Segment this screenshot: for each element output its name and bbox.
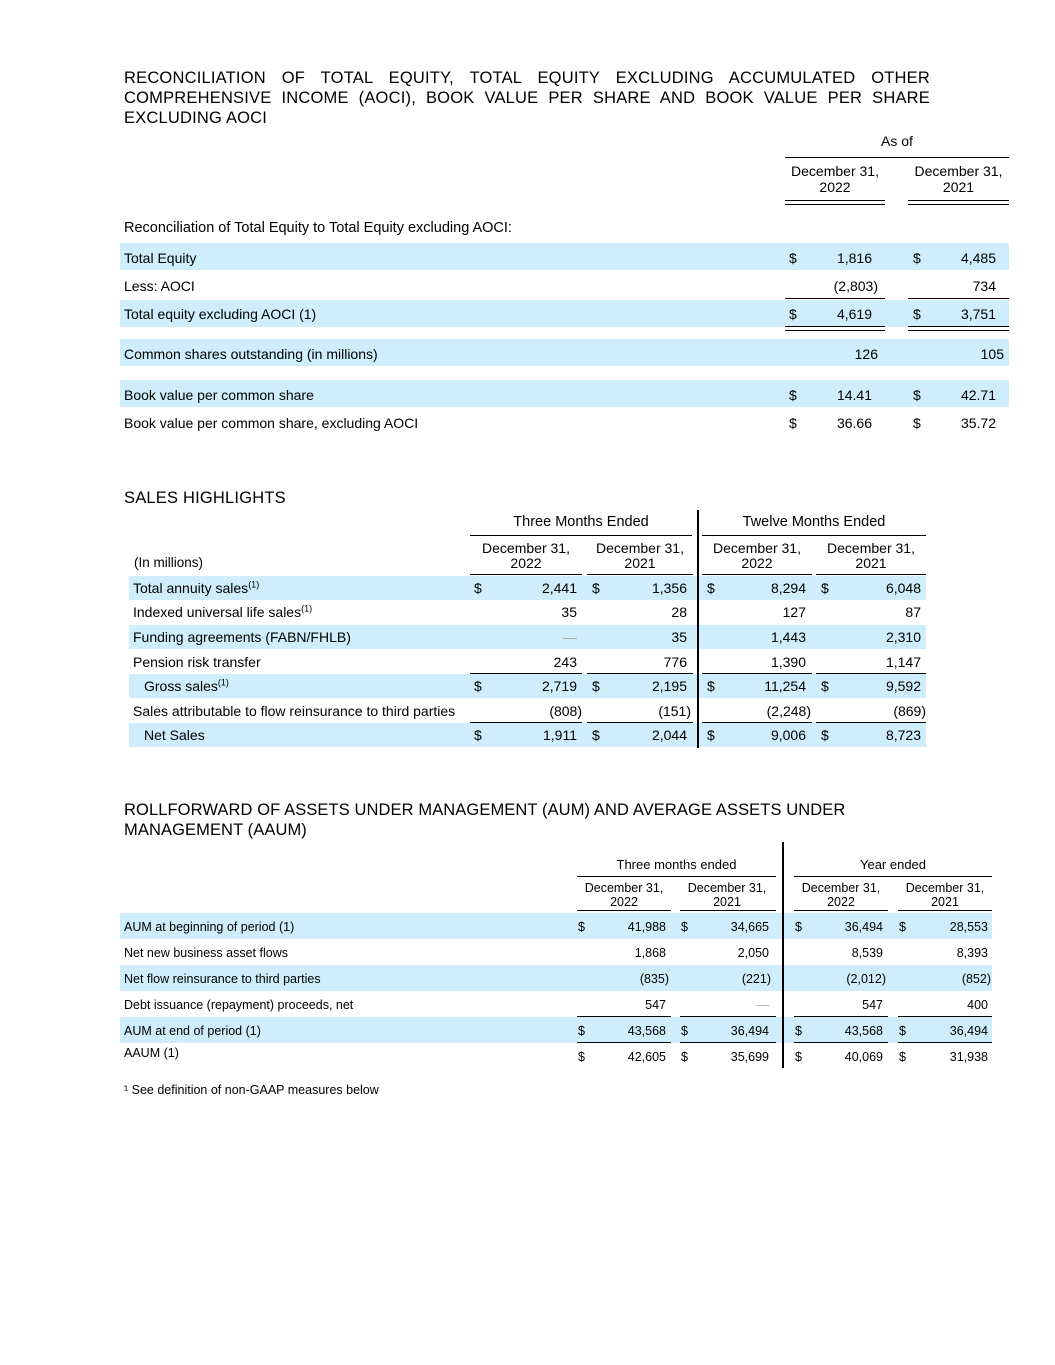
sales-col-rule: [587, 574, 693, 575]
aum-row-label: Net new business asset flows: [124, 946, 288, 960]
currency-symbol: $: [789, 415, 797, 431]
aum-rule: [680, 1042, 776, 1043]
currency-symbol: $: [821, 580, 829, 596]
currency-symbol: $: [913, 387, 921, 403]
sales-value: 1,390: [770, 654, 806, 670]
equity-value: 4,485: [960, 250, 996, 266]
sales-col-rule: [702, 574, 812, 575]
sales-group2-rule: [702, 535, 926, 536]
aum-row-label: AAUM (1): [124, 1046, 179, 1060]
sales-value: 11,254: [764, 678, 806, 694]
equity-title: RECONCILIATION OF TOTAL EQUITY, TOTAL EQUITY EXCLUDING ACCUMULATED OTHER COMPREHENSIVE INCOME (AOCI), BOOK VALUE PER SHARE AND BOOK VALUE PER SHARE EXCLUDING AOCI: [124, 69, 930, 127]
sales-value: 8,723: [885, 727, 921, 743]
sales-row-label: Indexed universal life sales$^{(1)}$: [133, 603, 313, 620]
aum-value: 36,494: [730, 1024, 769, 1038]
equity-row-label: Total Equity: [124, 250, 197, 266]
equity-col1-header: December 31, 2022: [791, 163, 879, 195]
sales-value: 28: [671, 604, 687, 620]
aum-rule: [794, 1016, 888, 1017]
currency-symbol: $: [789, 387, 797, 403]
equity-as-of-rule: [785, 157, 1009, 158]
aum-rule: [680, 1016, 776, 1017]
aum-value: 43,568: [844, 1024, 883, 1038]
aum-rule: [577, 1016, 671, 1017]
currency-symbol: $: [707, 678, 715, 694]
equity-value: 4,619: [836, 306, 872, 322]
equity-row-label: Book value per common share, excluding AOCI: [124, 415, 419, 431]
aum-value: 36,494: [949, 1024, 988, 1038]
equity-rule: [908, 298, 1009, 299]
sales-col-rule: [470, 574, 582, 575]
sales-value: 1,911: [543, 727, 577, 743]
sales-row-label: Sales attributable to flow reinsurance to third parties: [133, 703, 456, 719]
equity-rule: [908, 326, 1009, 327]
sales-row-label: Funding agreements (FABN/FHLB): [133, 629, 351, 645]
aum-value: 31,938: [949, 1050, 988, 1064]
currency-symbol: $: [707, 727, 715, 743]
equity-rule: [785, 330, 885, 331]
aum-group2-rule: [794, 876, 992, 877]
equity-value: 35.72: [960, 415, 996, 431]
aum-rule: [898, 1016, 992, 1017]
currency-symbol: $: [474, 678, 482, 694]
sales-value: 2,719: [541, 678, 577, 694]
aum-value: 28,553: [949, 920, 988, 934]
equity-rule: [785, 326, 885, 327]
equity-value: 1,816: [836, 250, 872, 266]
equity-value: 36.66: [836, 415, 872, 431]
aum-group2-header: Year ended: [859, 857, 927, 872]
equity-subheader: Reconciliation of Total Equity to Total Equity excluding AOCI:: [124, 220, 512, 236]
equity-value: 42.71: [960, 387, 996, 403]
sales-value: 243: [553, 654, 577, 670]
sales-value: 2,441: [541, 580, 577, 596]
currency-symbol: $: [899, 1050, 906, 1064]
aum-group1-header: Three months ended: [616, 857, 737, 872]
aum-value: 40,069: [844, 1050, 883, 1064]
sales-value: 1,356: [651, 580, 687, 596]
aum-row-label: Debt issuance (repayment) proceeds, net: [124, 998, 354, 1012]
aum-value: 1,868: [634, 946, 666, 960]
currency-symbol: $: [592, 678, 600, 694]
sales-title: SALES HIGHLIGHTS: [124, 489, 286, 507]
equity-col1-rule2: [785, 204, 885, 205]
currency-symbol: $: [899, 920, 906, 934]
aum-rule: [898, 1042, 992, 1043]
aum-divider-top: [782, 842, 784, 1068]
currency-symbol: $: [681, 920, 688, 934]
currency-symbol: $: [578, 1050, 585, 1064]
sales-group2-header: Twelve Months Ended: [742, 514, 886, 530]
equity-col1-rule: [785, 200, 885, 201]
aum-rule: [794, 1042, 888, 1043]
aum-col-rule: [577, 910, 671, 911]
sales-value: (151): [658, 703, 691, 719]
currency-symbol: $: [578, 920, 585, 934]
equity-col2-rule: [908, 200, 1009, 201]
currency-symbol: $: [821, 678, 829, 694]
equity-band-total-equity: [120, 243, 1009, 270]
sales-value: 2,310: [885, 629, 921, 645]
sales-value: 35: [671, 629, 687, 645]
aum-value: (852): [961, 972, 991, 986]
aum-value: —: [756, 998, 769, 1012]
currency-symbol: $: [681, 1050, 688, 1064]
aum-rule: [577, 1042, 671, 1043]
currency-symbol: $: [795, 1024, 802, 1038]
sales-col-header: December 31, 2022: [713, 540, 801, 571]
sales-value: 8,294: [770, 580, 806, 596]
currency-symbol: $: [474, 580, 482, 596]
equity-value: 3,751: [960, 306, 996, 322]
aum-value: (221): [741, 972, 771, 986]
equity-value: 105: [980, 346, 1004, 362]
aum-value: 35,699: [730, 1050, 769, 1064]
aum-row-label: Net flow reinsurance to third parties: [124, 972, 321, 986]
sales-group1-rule: [470, 535, 692, 536]
aum-col-rule: [794, 910, 888, 911]
equity-value: (2,803): [833, 278, 878, 294]
sales-value: (869): [893, 703, 926, 719]
equity-value: 734: [972, 278, 996, 294]
equity-rule: [785, 298, 885, 299]
equity-col2-rule2: [908, 204, 1009, 205]
aum-value: 8,393: [956, 946, 988, 960]
sales-value: —: [563, 629, 577, 645]
equity-row-label: Less: AOCI: [124, 278, 195, 294]
currency-symbol: $: [578, 1024, 585, 1038]
sales-col-header: December 31, 2021: [827, 540, 915, 571]
sales-value: 2,044: [651, 727, 687, 743]
sales-value: 127: [782, 604, 806, 620]
equity-row-label: Book value per common share: [124, 387, 314, 403]
currency-symbol: $: [913, 415, 921, 431]
aum-value: (835): [639, 972, 669, 986]
aum-value: 547: [645, 998, 666, 1012]
sales-value: 776: [663, 654, 687, 670]
sales-value: (2,248): [766, 703, 811, 719]
sales-row-label: Pension risk transfer: [133, 654, 261, 670]
aum-value: 34,665: [730, 920, 769, 934]
currency-symbol: $: [707, 580, 715, 596]
aum-col-header: December 31, 2021: [687, 881, 767, 909]
sales-row-label: Total annuity sales$^{(1)}$: [133, 579, 260, 596]
sales-col-rule: [816, 574, 926, 575]
currency-symbol: $: [913, 250, 921, 266]
aum-row-label: AUM at beginning of period (1): [124, 920, 295, 934]
aum-col-rule: [898, 910, 992, 911]
sales-row-label: Gross sales$^{(1)}$: [144, 677, 229, 694]
equity-row-label: Total equity excluding AOCI (1): [124, 306, 317, 322]
aum-col-header: December 31, 2022: [801, 881, 881, 909]
sales-divider-top: [697, 510, 699, 748]
currency-symbol: $: [795, 1050, 802, 1064]
equity-value: 126: [854, 346, 878, 362]
currency-symbol: $: [592, 727, 600, 743]
equity-value: 14.41: [836, 387, 872, 403]
equity-row-label: Common shares outstanding (in millions): [124, 346, 378, 362]
equity-rule: [908, 330, 1009, 331]
currency-symbol: $: [592, 580, 600, 596]
sales-unit-label: (In millions): [134, 555, 204, 570]
aum-col-header: December 31, 2021: [905, 881, 985, 909]
equity-as-of: As of: [881, 133, 913, 149]
currency-symbol: $: [474, 727, 482, 743]
aum-value: 2,050: [737, 946, 769, 960]
aum-title: ROLLFORWARD OF ASSETS UNDER MANAGEMENT (AUM) AND AVERAGE ASSETS UNDER MANAGEMENT (AAUM): [124, 801, 846, 839]
currency-symbol: $: [789, 250, 797, 266]
sales-value: 1,443: [770, 629, 806, 645]
aum-value: 8,539: [851, 946, 883, 960]
currency-symbol: $: [899, 1024, 906, 1038]
currency-symbol: $: [821, 727, 829, 743]
currency-symbol: $: [789, 306, 797, 322]
footnote: ¹ See definition of non-GAAP measures below: [124, 1083, 379, 1097]
aum-group1-rule: [577, 876, 776, 877]
aum-value: 43,568: [627, 1024, 666, 1038]
aum-col-header: December 31, 2022: [584, 881, 664, 909]
sales-col-header: December 31, 2021: [596, 540, 684, 571]
aum-col-rule: [680, 910, 776, 911]
currency-symbol: $: [681, 1024, 688, 1038]
sales-col-header: December 31, 2022: [482, 540, 570, 571]
sales-row-label: Net Sales: [144, 727, 205, 743]
sales-group1-header: Three Months Ended: [513, 514, 649, 530]
currency-symbol: $: [913, 306, 921, 322]
aum-value: 547: [862, 998, 883, 1012]
aum-value: 36,494: [844, 920, 883, 934]
sales-value: 9,592: [885, 678, 921, 694]
sales-value: 87: [905, 604, 921, 620]
aum-value: 42,605: [627, 1050, 666, 1064]
aum-value: 400: [967, 998, 988, 1012]
currency-symbol: $: [795, 920, 802, 934]
sales-value: 6,048: [885, 580, 921, 596]
sales-value: 35: [561, 604, 577, 620]
sales-value: 9,006: [770, 727, 806, 743]
aum-value: (2,012): [846, 972, 886, 986]
equity-col2-header: December 31, 2021: [914, 163, 1003, 195]
aum-row-label: AUM at end of period (1): [124, 1024, 261, 1038]
sales-value: (808): [549, 703, 582, 719]
sales-value: 1,147: [885, 654, 921, 670]
aum-value: 41,988: [627, 920, 666, 934]
sales-value: 2,195: [651, 678, 687, 694]
